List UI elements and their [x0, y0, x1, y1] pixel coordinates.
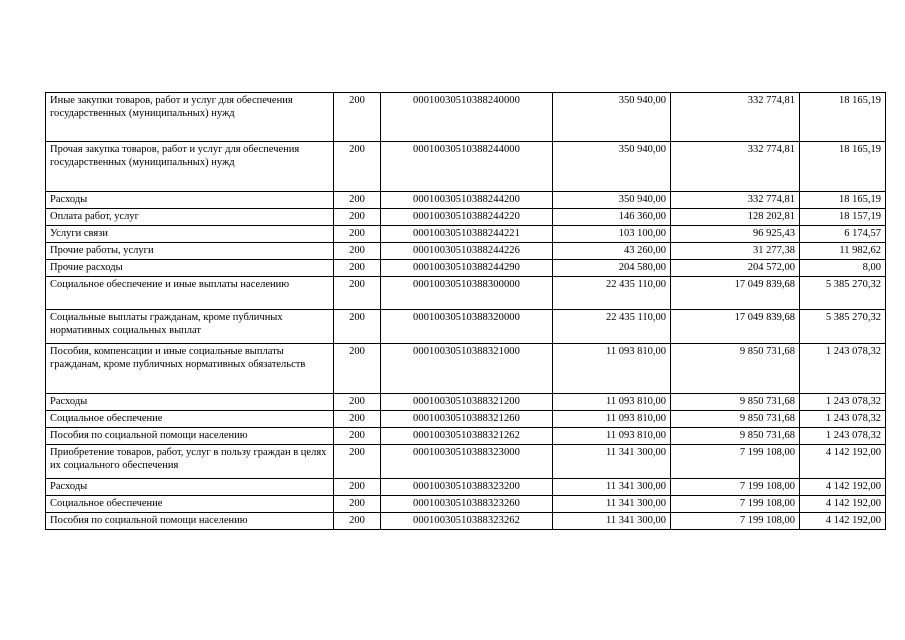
row-kbk-cell: 00010030510388240000 [381, 93, 553, 142]
row-executed-cell: 204 572,00 [671, 260, 800, 277]
row-code-cell: 200 [334, 428, 381, 445]
table-row [46, 93, 886, 142]
row-approved-cell: 11 093 810,00 [553, 411, 671, 428]
table-row [46, 445, 886, 479]
row-remaining-cell: 18 165,19 [800, 142, 886, 192]
row-kbk-cell: 00010030510388244221 [381, 226, 553, 243]
row-executed-cell: 9 850 731,68 [671, 411, 800, 428]
row-code-cell: 200 [334, 260, 381, 277]
table-row [46, 260, 886, 277]
row-name-cell: Социальное обеспечение [46, 496, 334, 513]
row-code-cell: 200 [334, 513, 381, 530]
row-approved-cell: 103 100,00 [553, 226, 671, 243]
row-remaining-cell: 5 385 270,32 [800, 277, 886, 310]
row-executed-cell: 96 925,43 [671, 226, 800, 243]
row-kbk-cell: 00010030510388323260 [381, 496, 553, 513]
row-name-cell: Прочие расходы [46, 260, 334, 277]
row-executed-cell: 7 199 108,00 [671, 513, 800, 530]
row-code-cell: 200 [334, 142, 381, 192]
row-executed-cell: 332 774,81 [671, 142, 800, 192]
row-kbk-cell: 00010030510388300000 [381, 277, 553, 310]
row-name-cell: Иные закупки товаров, работ и услуг для обеспечения государственных (муниципальных) нужд [46, 93, 334, 142]
row-name-cell: Приобретение товаров, работ, услуг в пользу граждан в целях их социального обеспечения [46, 445, 334, 479]
row-executed-cell: 17 049 839,68 [671, 277, 800, 310]
table-row [46, 428, 886, 445]
row-approved-cell: 204 580,00 [553, 260, 671, 277]
row-remaining-cell: 4 142 192,00 [800, 445, 886, 479]
row-name-cell: Пособия по социальной помощи населению [46, 428, 334, 445]
row-name-cell: Социальное обеспечение [46, 411, 334, 428]
row-remaining-cell: 5 385 270,32 [800, 310, 886, 344]
row-executed-cell: 9 850 731,68 [671, 344, 800, 394]
row-name-cell: Пособия по социальной помощи населению [46, 513, 334, 530]
row-name-cell: Прочая закупка товаров, работ и услуг для обеспечения государственных (муниципальных) нужд [46, 142, 334, 192]
table-row [46, 310, 886, 344]
row-approved-cell: 11 341 300,00 [553, 445, 671, 479]
row-kbk-cell: 00010030510388244000 [381, 142, 553, 192]
row-code-cell: 200 [334, 496, 381, 513]
row-approved-cell: 11 093 810,00 [553, 344, 671, 394]
row-code-cell: 200 [334, 479, 381, 496]
row-remaining-cell: 4 142 192,00 [800, 513, 886, 530]
row-approved-cell: 11 093 810,00 [553, 428, 671, 445]
row-code-cell: 200 [334, 277, 381, 310]
table-row [46, 192, 886, 209]
row-approved-cell: 11 341 300,00 [553, 513, 671, 530]
row-name-cell: Расходы [46, 192, 334, 209]
table-row [46, 513, 886, 530]
row-name-cell: Расходы [46, 479, 334, 496]
table-row [46, 344, 886, 394]
row-remaining-cell: 6 174,57 [800, 226, 886, 243]
row-kbk-cell: 00010030510388244226 [381, 243, 553, 260]
row-approved-cell: 350 940,00 [553, 142, 671, 192]
table-row [46, 479, 886, 496]
row-approved-cell: 11 093 810,00 [553, 394, 671, 411]
row-kbk-cell: 00010030510388244290 [381, 260, 553, 277]
row-code-cell: 200 [334, 445, 381, 479]
row-approved-cell: 146 360,00 [553, 209, 671, 226]
row-remaining-cell: 18 165,19 [800, 192, 886, 209]
row-remaining-cell: 1 243 078,32 [800, 428, 886, 445]
row-kbk-cell: 00010030510388323200 [381, 479, 553, 496]
row-approved-cell: 43 260,00 [553, 243, 671, 260]
table-row [46, 411, 886, 428]
row-code-cell: 200 [334, 411, 381, 428]
row-remaining-cell: 1 243 078,32 [800, 411, 886, 428]
row-executed-cell: 332 774,81 [671, 93, 800, 142]
row-remaining-cell: 4 142 192,00 [800, 479, 886, 496]
row-approved-cell: 11 341 300,00 [553, 479, 671, 496]
row-remaining-cell: 18 165,19 [800, 93, 886, 142]
row-kbk-cell: 00010030510388323262 [381, 513, 553, 530]
table-row [46, 277, 886, 310]
row-executed-cell: 7 199 108,00 [671, 445, 800, 479]
row-approved-cell: 22 435 110,00 [553, 277, 671, 310]
row-approved-cell: 11 341 300,00 [553, 496, 671, 513]
table-row [46, 243, 886, 260]
row-executed-cell: 17 049 839,68 [671, 310, 800, 344]
row-code-cell: 200 [334, 394, 381, 411]
row-code-cell: 200 [334, 344, 381, 394]
row-code-cell: 200 [334, 93, 381, 142]
row-name-cell: Расходы [46, 394, 334, 411]
row-kbk-cell: 00010030510388320000 [381, 310, 553, 344]
row-approved-cell: 350 940,00 [553, 93, 671, 142]
row-kbk-cell: 00010030510388321200 [381, 394, 553, 411]
row-executed-cell: 7 199 108,00 [671, 496, 800, 513]
row-remaining-cell: 8,00 [800, 260, 886, 277]
row-executed-cell: 128 202,81 [671, 209, 800, 226]
table-row [46, 142, 886, 192]
row-executed-cell: 332 774,81 [671, 192, 800, 209]
row-executed-cell: 9 850 731,68 [671, 394, 800, 411]
row-executed-cell: 31 277,38 [671, 243, 800, 260]
row-code-cell: 200 [334, 310, 381, 344]
row-name-cell: Пособия, компенсации и иные социальные выплаты гражданам, кроме публичных нормативных обязательств [46, 344, 334, 394]
row-name-cell: Социальные выплаты гражданам, кроме публичных нормативных социальных выплат [46, 310, 334, 344]
row-remaining-cell: 11 982,62 [800, 243, 886, 260]
table-row [46, 394, 886, 411]
row-executed-cell: 7 199 108,00 [671, 479, 800, 496]
row-kbk-cell: 00010030510388244220 [381, 209, 553, 226]
row-code-cell: 200 [334, 243, 381, 260]
row-approved-cell: 350 940,00 [553, 192, 671, 209]
row-remaining-cell: 18 157,19 [800, 209, 886, 226]
row-kbk-cell: 00010030510388321260 [381, 411, 553, 428]
row-remaining-cell: 4 142 192,00 [800, 496, 886, 513]
table-row [46, 496, 886, 513]
table-row [46, 209, 886, 226]
row-code-cell: 200 [334, 209, 381, 226]
row-name-cell: Оплата работ, услуг [46, 209, 334, 226]
row-code-cell: 200 [334, 226, 381, 243]
expenditure-table [45, 92, 886, 530]
row-executed-cell: 9 850 731,68 [671, 428, 800, 445]
row-kbk-cell: 00010030510388244200 [381, 192, 553, 209]
row-code-cell: 200 [334, 192, 381, 209]
row-name-cell: Прочие работы, услуги [46, 243, 334, 260]
row-kbk-cell: 00010030510388323000 [381, 445, 553, 479]
row-kbk-cell: 00010030510388321000 [381, 344, 553, 394]
row-approved-cell: 22 435 110,00 [553, 310, 671, 344]
table-row [46, 226, 886, 243]
row-name-cell: Социальное обеспечение и иные выплаты населению [46, 277, 334, 310]
row-kbk-cell: 00010030510388321262 [381, 428, 553, 445]
table-body [46, 93, 886, 530]
row-name-cell: Услуги связи [46, 226, 334, 243]
row-remaining-cell: 1 243 078,32 [800, 344, 886, 394]
row-remaining-cell: 1 243 078,32 [800, 394, 886, 411]
